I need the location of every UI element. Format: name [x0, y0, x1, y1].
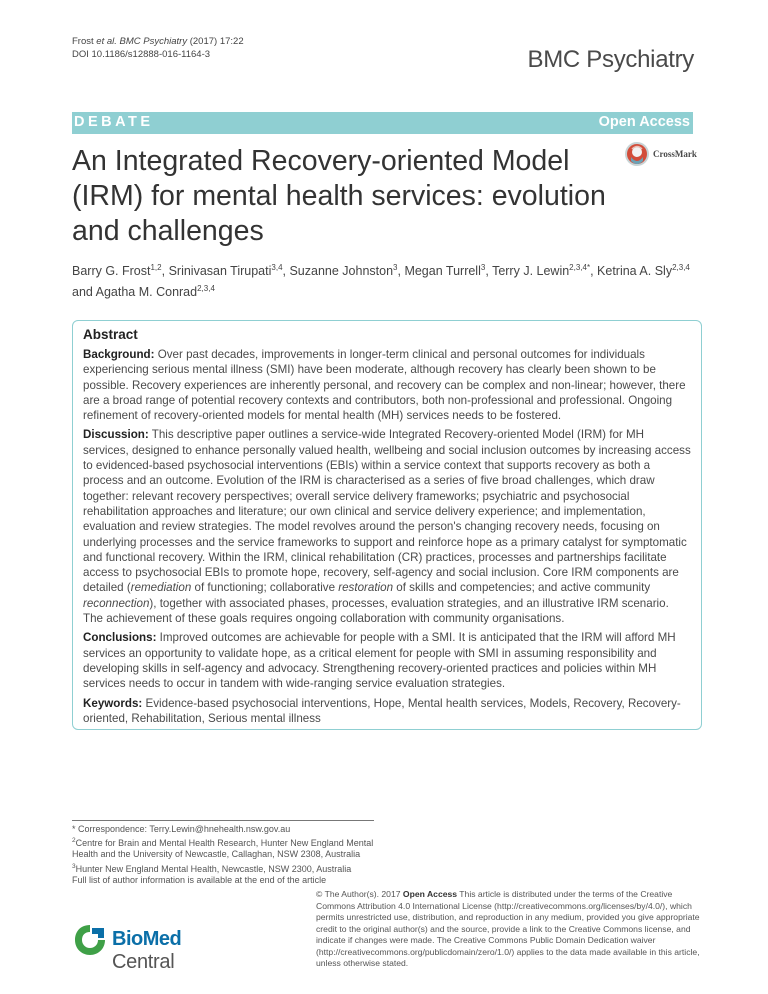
author-name[interactable]: Barry G. Frost: [72, 264, 151, 279]
license-copyright: © The Author(s). 2017: [316, 889, 403, 899]
wordmark-med: Med: [142, 928, 182, 950]
author-affiliation-mark: 1,2: [150, 263, 162, 272]
crossmark-label: CrossMark: [653, 149, 697, 159]
keywords-text: Evidence-based psychosocial interventions, Hope, Mental health services, Models, Recovery, Recovery-oriented, Rehabilitation, Serious mental illness: [83, 696, 681, 725]
discussion-text-3: of skills and competencies; and active community: [393, 581, 651, 595]
keywords-label: Keywords:: [83, 696, 143, 710]
wordmark-bio: Bio: [112, 928, 143, 950]
discussion-label: Discussion:: [83, 428, 149, 442]
author-name[interactable]: Srinivasan Tirupati: [168, 264, 272, 279]
biomed-central-wordmark: [112, 928, 222, 974]
author-info-note: Full list of author information is available at the end of the article: [72, 874, 327, 885]
footnote-divider: [72, 820, 374, 821]
discussion-text-2: of functioning; collaborative: [191, 581, 339, 595]
author-separator: and: [72, 285, 96, 300]
author-affiliation-mark: 2,3,4: [672, 263, 690, 272]
author-name[interactable]: Terry J. Lewin: [492, 264, 570, 279]
author-name[interactable]: Ketrina A. Sly: [597, 264, 673, 279]
author-list: [72, 259, 697, 301]
crossmark-icon: [624, 141, 650, 167]
citation-volume: (2017) 17:22: [189, 36, 244, 47]
author-separator: ,: [282, 264, 290, 279]
biomed-central-logo: [72, 920, 222, 973]
author-separator: ,: [485, 264, 493, 279]
abstract-conclusions: [83, 630, 691, 691]
author-name[interactable]: Suzanne Johnston: [289, 264, 394, 279]
conclusions-text: Improved outcomes are achievable for people with a SMI. It is anticipated that the IRM will afford MH services an opportunity to validate hope, as a critical element for people with SMI in assuming responsibility and developing skills in self-agency and advocacy. Strengthening recovery-oriented practices and policies within MH services needs to occur in tandem with wide-ranging service evaluation strategies.: [83, 631, 676, 691]
correspondence-email[interactable]: * Correspondence: Terry.Lewin@hnehealth.nsw.gov.au: [72, 824, 291, 834]
wordmark-central: Central: [112, 951, 175, 973]
affiliation-2-mark: 2: [72, 837, 76, 845]
conclusions-label: Conclusions:: [83, 631, 157, 645]
author-separator: ,: [161, 264, 169, 279]
discussion-em-remediation: remediation: [130, 581, 192, 595]
discussion-em-reconnection: reconnection: [83, 596, 150, 610]
abstract-background: [83, 347, 691, 423]
citation-authors: Frost: [72, 36, 97, 47]
footnotes: [72, 824, 392, 886]
citation-journal: et al. BMC Psychiatry: [96, 36, 188, 47]
affiliation-3-mark: 3: [72, 862, 76, 870]
article-citation: [72, 35, 244, 61]
discussion-text-1: This descriptive paper outlines a service-wide Integrated Recovery-oriented Model (IRM) for MH services, designed to enhance personally valued health, wellbeing and social inclusion outcomes by increasing access to evidenced-based psychosocial interventions (EBIs) within a service context that supports recovery as both a process and an outcome. Evolution of the IRM is characterised as a series of five broad challenges, which draw together: relevant recovery perspectives; overall service delivery frameworks; psychiatric and psychosocial rehabilitation approaches and literature; our own clinical and service delivery experience; and implementation, evaluation and review strategies. The model revolves around the person's changing recovery needs, focusing on underlying processes and the service frameworks to support and reinforce hope as a primary catalyst for symptomatic and functional recovery. Within the IRM, clinical rehabilitation (CR) practices, processes and partnerships facilitate access to psychosocial EBIs to promote hope, recovery, self-agency and social inclusion. Core IRM components are detailed (: [83, 428, 691, 595]
citation-doi[interactable]: DOI 10.1186/s12888-016-1164-3: [72, 49, 211, 60]
license-statement: [316, 889, 701, 970]
license-text: This article is distributed under the terms of the Creative Commons Attribution 4.0 International License (http://creativecommons.org/licenses/by/4.0/), which permits unrestricted use, distribution, and reproduction in any medium, provided you give appropriate credit to the original author(s) and the source, provide a link to the Creative Commons license, and indicate if changes were made. The Creative Commons Public Domain Dedication waiver (http://creativecommons.org/publicdomain/zero/1.0/) applies to the data made available in this article, unless otherwise stated.: [316, 889, 700, 968]
article-title: An Integrated Recovery-oriented Model (IRM) for mental health services: evolution and challenges: [72, 145, 606, 247]
author-affiliation-mark: 2,3,4*: [569, 263, 591, 272]
affiliation-3: [72, 861, 392, 875]
biomed-central-logo-icon: [72, 922, 108, 958]
article-type-label: DEBATE: [74, 114, 154, 130]
journal-name: BMC Psychiatry: [527, 46, 694, 73]
author-separator: ,: [397, 264, 405, 279]
affiliation-3-text: Hunter New England Mental Health, Newcastle, NSW 2300, Australia: [75, 863, 352, 874]
discussion-em-restoration: restoration: [338, 581, 394, 595]
affiliation-2: [72, 835, 392, 860]
abstract-discussion: [83, 427, 691, 626]
background-text: Over past decades, improvements in longer-term clinical and personal outcomes for individuals experiencing serious mental illness (SMI) have been moderate, although recovery has clearly been shown to be possible. Recovery experiences are inherently personal, and recovery can be complex and non-linear; however, there are a broad range of potential recovery contexts and contributors, both non-professional and professional. Ongoing refinement of recovery-oriented models for mental health (MH) services needs to be fostered.: [83, 348, 686, 423]
author-affiliation-mark: 3,4: [271, 263, 283, 272]
background-label: Background:: [83, 348, 155, 361]
affiliation-2-text: Centre for Brain and Mental Health Research, Hunter New England Mental Health and the University of Newcastle, Callaghan, NSW 2308, Australia: [72, 838, 374, 860]
author-affiliation-mark: 3: [480, 263, 486, 272]
open-access-label: Open Access: [598, 114, 690, 130]
author-name[interactable]: Megan Turrell: [404, 264, 481, 279]
abstract-keywords: [83, 696, 691, 727]
article-type-band: [72, 112, 693, 134]
author-affiliation-mark: 2,3,4: [197, 284, 215, 294]
abstract-heading: Abstract: [83, 327, 138, 342]
author-affiliation-mark: 3: [393, 263, 398, 272]
author-name[interactable]: Agatha M. Conrad: [95, 285, 198, 300]
abstract-box: [72, 320, 702, 730]
author-separator: ,: [590, 264, 598, 279]
license-open-access: Open Access: [402, 889, 458, 899]
crossmark-badge[interactable]: [624, 140, 704, 172]
discussion-text-4: ), together with associated phases, processes, evaluation strategies, and an illustrative IRM scenario. The achievement of these goals requires ongoing collaboration with community organisations.: [83, 596, 669, 626]
